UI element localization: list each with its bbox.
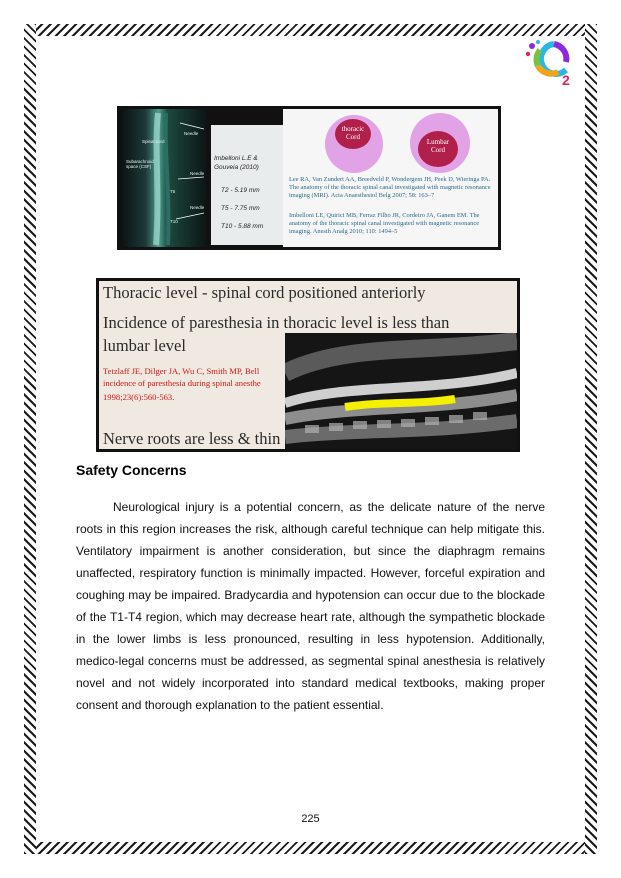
thoracic-cord-diagram: thoracic Cord [325, 115, 383, 173]
o2-logo [524, 38, 580, 88]
slide-citation: 1998;23(6):560-563. [103, 392, 175, 402]
study-line: Imbelloni L.E & [214, 155, 258, 162]
page-number: 225 [301, 813, 320, 825]
slide-text: lumbar level [103, 336, 186, 355]
decorative-border-left [24, 24, 36, 854]
figure-thoracic-canal [117, 106, 501, 250]
section-body-paragraph: Neurological injury is a potential concern, as the delicate nature of the nerve roots in this region increases the risk, although careful technique can help mitigate this. Ventilatory impairment is another consideration, but since the diaphragm remains unaffected, respiratory function is minimally impacted. However, forceful expiration and coughing may be impaired. Bradycardia and hypotension can occur due to the blockade of the T1-T4 region, which may decrease heart rate, although the sympathetic blockade in the lower limbs is less pronounced, resulting in less hypotension. Additionally, medico-legal concerns must be addressed, as segmental spinal anesthesia is relatively novel and not widely incorporated into standard medical textbooks, making proper consent and thorough explanation to the patient essential. [76, 500, 545, 712]
slide-text: Nerve roots are less & thin [103, 429, 281, 448]
mri-label: Subarachnoid space (CSF) [126, 159, 154, 169]
decorative-border-right [585, 24, 597, 854]
slide-text: Incidence of paresthesia in thoracic level is less than [103, 313, 450, 332]
mri-spine-image [285, 333, 517, 449]
reference-panel [283, 109, 498, 247]
mri-label: T5 [170, 189, 176, 194]
mri-label: Needle [184, 131, 199, 136]
decorative-border-bottom [24, 842, 597, 854]
mri-label: Needle [190, 171, 205, 176]
slide-citation: incidence of paresthesia during spinal anesthe [103, 378, 261, 388]
section-heading: Safety Concerns [76, 462, 187, 478]
measurement-value: T10 - 5.88 mm [221, 223, 264, 230]
slide-citation: Tetzlaff JE, Dilger JA, Wu C, Smith MP, Bell [103, 366, 260, 376]
measurement-value: T5 - 7.75 mm [221, 205, 260, 212]
measurement-panel [211, 125, 283, 245]
reference-lee: Lee RA, Van Zundert AA, Breedveld P, Wondergem JH, Peek D, Wieringa PA. The anatomy of the thoracic spinal canal investigated with magnetic resonance imaging (MRI). Acta Anaesthesiol Belg 2007; 58: 163–7 [289, 176, 491, 200]
svg-text:2: 2 [562, 72, 570, 88]
mri-label: Spinal cord [142, 139, 165, 144]
mri-sagittal-image [120, 109, 206, 247]
lumbar-cord-diagram: Lumbar Cord [410, 113, 470, 173]
decorative-border-top [24, 24, 597, 36]
slide-text: Thoracic level - spinal cord positioned anteriorly [103, 283, 426, 302]
reference-imbelloni: Imbelloni LE, Quirici MB, Ferraz Filho JR, Cordeiro JA, Ganem EM. The anatomy of the thoracic spinal canal investigated with magnetic resonance imaging. Anesth Analg 2010; 110: 1494–5 [289, 212, 480, 236]
measurement-value: T2 - 5.19 mm [221, 187, 260, 194]
mri-label: Needle [190, 205, 205, 210]
study-line: Gouveia (2010) [214, 164, 259, 171]
figure-slide-paresthesia [96, 278, 520, 452]
mri-label: T10 [170, 219, 178, 224]
